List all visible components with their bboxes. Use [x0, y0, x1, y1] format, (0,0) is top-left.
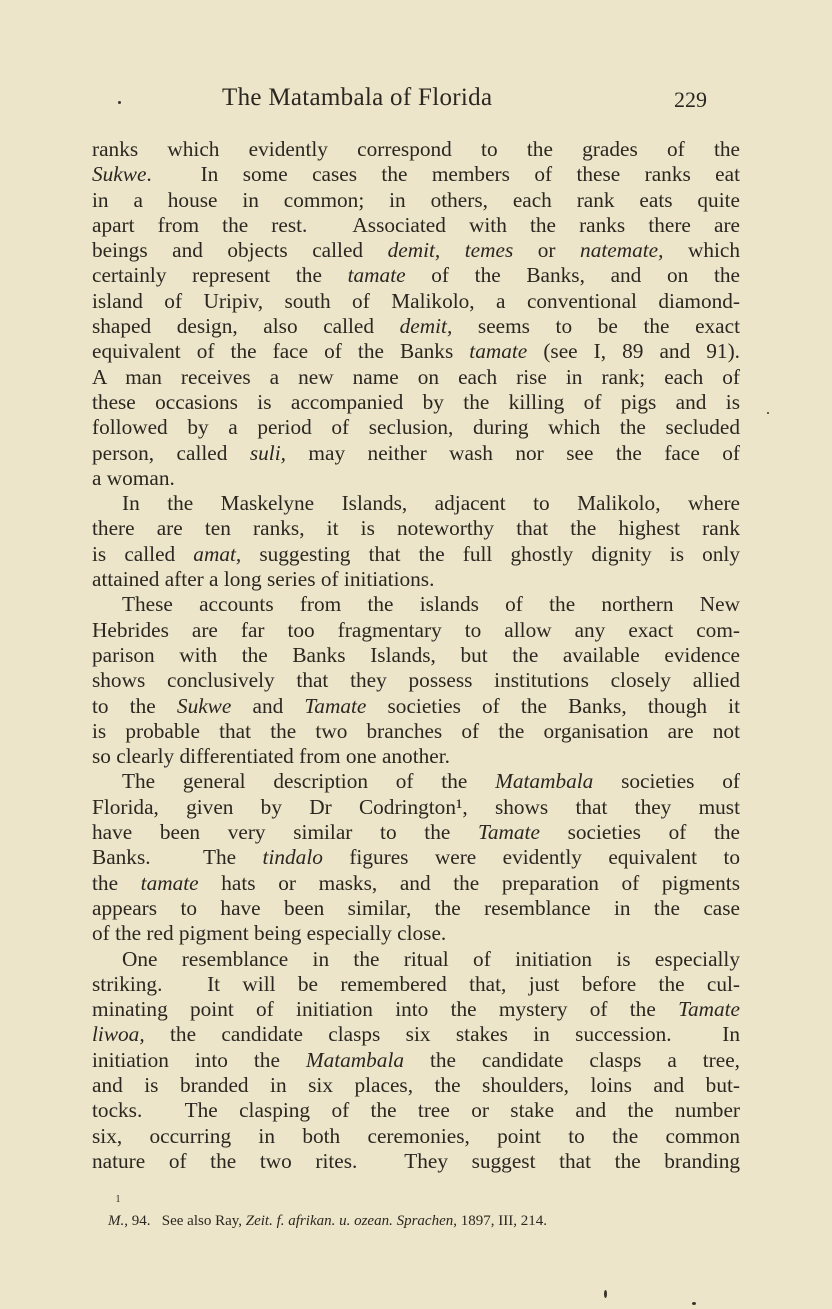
- text-run: attained after a long series of initiations.: [92, 567, 435, 592]
- text-line: [92, 491, 740, 516]
- text-run: six, occurring in both ceremonies, point to the common: [92, 1123, 740, 1148]
- italic-text: Tamate: [678, 997, 740, 1022]
- italic-text: amat,: [193, 541, 242, 566]
- text-run: so clearly differentiated from one another.: [92, 744, 450, 769]
- text-line: [92, 921, 740, 946]
- italic-text: Sukwe: [92, 162, 147, 187]
- italic-text: demit,: [387, 238, 441, 263]
- text-line: [92, 1073, 740, 1098]
- text-run: Banks. The: [92, 845, 263, 870]
- italic-text: Sukwe: [176, 693, 232, 718]
- text-line: [92, 592, 740, 617]
- text-run: there are ten ranks, it is noteworthy that the highest rank: [92, 516, 740, 541]
- italic-text: liwoa,: [92, 1022, 145, 1047]
- italic-text: temes: [464, 238, 514, 263]
- text-line: [92, 820, 740, 845]
- text-run: in a house in common; in others, each rank eats quite: [92, 187, 740, 212]
- text-line: [92, 238, 740, 263]
- text-line: [92, 289, 740, 314]
- text-run: nature of the two rites. They suggest that the branding: [92, 1148, 740, 1173]
- text-line: [92, 643, 740, 668]
- text-run: seems to be the exact: [452, 314, 740, 339]
- text-run: suggesting that the full ghostly dignity is only: [241, 541, 740, 566]
- text-run: In the Maskelyne Islands, adjacent to Malikolo, where: [122, 491, 740, 516]
- footnote-marker: 1: [115, 1194, 121, 1205]
- text-run: and: [231, 693, 305, 718]
- text-line: [92, 567, 740, 592]
- text-line: [92, 1098, 740, 1123]
- text-line: [92, 1048, 740, 1073]
- text-run: These accounts from the islands of the northern New: [122, 592, 740, 617]
- text-run: shows conclusively that they possess institutions closely allied: [92, 668, 740, 693]
- text-line: [92, 415, 740, 440]
- text-run: One resemblance in the ritual of initiation is especially: [122, 946, 740, 971]
- text-line: [92, 972, 740, 997]
- text-line: [92, 896, 740, 921]
- text-run: ranks which evidently correspond to the grades of the: [92, 137, 740, 161]
- text-run: , 1897, III, 214.: [453, 1213, 547, 1229]
- italic-text: Tamate: [477, 820, 540, 845]
- text-run: shaped design, also called: [92, 314, 400, 339]
- text-run: have been very similar to the: [92, 820, 478, 845]
- italic-text: The: [222, 84, 262, 111]
- text-line: [92, 1124, 740, 1149]
- running-header: [0, 84, 832, 118]
- page-number: 229: [674, 87, 707, 112]
- text-line: [92, 162, 740, 187]
- body-text: [92, 137, 740, 1174]
- text-run: certainly represent the: [92, 263, 348, 288]
- text-run: the: [92, 870, 141, 895]
- text-line: [92, 795, 740, 820]
- text-line: [92, 618, 740, 643]
- text-run: person, called: [92, 440, 250, 465]
- scan-speck: [118, 101, 121, 104]
- text-run: Hebrides are far too fragmentary to allow any exact com-: [92, 617, 740, 642]
- text-run: tocks. The clasping of the tree or stake and the number: [92, 1098, 740, 1123]
- italic-text: suli,: [249, 440, 286, 465]
- text-run: societies of the: [539, 820, 740, 845]
- text-run: a woman.: [92, 465, 175, 490]
- italic-text: tindalo: [262, 845, 323, 870]
- text-line: [92, 947, 740, 972]
- text-run: appears to have been similar, the resemblance in the case: [92, 895, 740, 920]
- text-run: followed by a period of seclusion, during which the secluded: [92, 415, 740, 440]
- text-run: to the: [92, 693, 177, 718]
- footnote: [108, 1177, 547, 1230]
- text-run: apart from the rest. Associated with the ranks there are: [92, 212, 740, 237]
- text-run: the candidate clasps six stakes in succession. In: [144, 1022, 740, 1047]
- text-line: [92, 213, 740, 238]
- italic-text: tamate: [469, 339, 528, 364]
- text-run: of the red pigment being especially close.: [92, 921, 447, 946]
- text-line: [92, 668, 740, 693]
- italic-text: Zeit. f. afrikan. u. ozean. Sprachen: [245, 1213, 454, 1229]
- paragraph: [92, 947, 740, 1175]
- scan-speck: [692, 1302, 696, 1305]
- text-run: is probable that the two branches of the organisation are not: [92, 718, 740, 743]
- text-run: these occasions is accompanied by the killing of pigs and is: [92, 389, 740, 414]
- text-line: [92, 188, 740, 213]
- italic-text: Matambala: [495, 769, 594, 794]
- text-line: [92, 390, 740, 415]
- text-run: [440, 238, 465, 262]
- text-line: [92, 845, 740, 870]
- paragraph: [92, 592, 740, 769]
- text-run: is called: [92, 541, 194, 566]
- text-run: The general description of the: [122, 769, 496, 794]
- text-run: figures were evidently equivalent to: [322, 845, 741, 870]
- text-line: [92, 769, 740, 794]
- text-run: A man receives a new name on each rise in rank; each of: [92, 364, 740, 389]
- paragraph: [92, 491, 740, 592]
- text-line: [92, 339, 740, 364]
- italic-text: natemate,: [580, 238, 664, 263]
- text-run: island of Uripiv, south of Malikolo, a conventional diamond-: [92, 288, 740, 313]
- paragraph: [92, 137, 740, 491]
- text-line: [92, 314, 740, 339]
- text-run: or: [513, 238, 581, 263]
- text-line: [92, 516, 740, 541]
- italic-text: M.: [108, 1213, 125, 1229]
- text-run: of the Banks, and on the: [405, 263, 740, 288]
- text-run: equivalent of the face of the Banks: [92, 339, 470, 364]
- italic-text: demit,: [399, 314, 453, 339]
- italic-text: of Florida: [390, 84, 493, 111]
- text-line: [92, 1022, 740, 1047]
- running-title: [222, 84, 492, 112]
- text-run: striking. It will be remembered that, just before the cul-: [92, 971, 740, 996]
- text-line: [92, 871, 740, 896]
- text-run: societies of: [593, 769, 740, 794]
- text-line: [92, 263, 740, 288]
- text-run: the candidate clasps a tree,: [404, 1047, 740, 1072]
- text-run: may neither wash nor see the face of: [285, 440, 740, 465]
- italic-text: Tamate: [304, 693, 367, 718]
- text-line: [92, 441, 740, 466]
- paragraph: [92, 769, 740, 946]
- italic-text: Matambala: [305, 1047, 405, 1072]
- italic-text: tamate: [140, 870, 199, 895]
- scan-speck: [767, 412, 769, 414]
- text-line: [92, 1149, 740, 1174]
- text-run: and is branded in six places, the shoulders, loins and but-: [92, 1072, 740, 1097]
- text-line: [92, 137, 740, 162]
- text-line: [92, 365, 740, 390]
- text-line: [92, 744, 740, 769]
- text-run: beings and objects called: [92, 238, 388, 263]
- text-run: (see I, 89 and 91).: [527, 339, 740, 364]
- text-run: initiation into the: [92, 1047, 306, 1072]
- text-run: hats or masks, and the preparation of pigments: [198, 870, 740, 895]
- italic-text: tamate: [347, 263, 406, 288]
- text-run: . In some cases the members of these ranks eat: [146, 162, 740, 187]
- text-run: Matambala: [261, 84, 391, 111]
- text-line: [92, 694, 740, 719]
- text-line: [92, 542, 740, 567]
- text-line: [92, 466, 740, 491]
- text-run: minating point of initiation into the mystery of the: [92, 997, 679, 1022]
- text-run: Florida, given by Dr Codrington¹, shows that they must: [92, 794, 740, 819]
- text-line: [92, 719, 740, 744]
- text-run: , 94. See also Ray,: [124, 1213, 246, 1229]
- text-run: which: [663, 238, 741, 263]
- text-run: parison with the Banks Islands, but the available evidence: [92, 642, 740, 667]
- text-line: [92, 997, 740, 1022]
- text-run: societies of the Banks, though it: [366, 693, 740, 718]
- scan-speck: [604, 1290, 607, 1298]
